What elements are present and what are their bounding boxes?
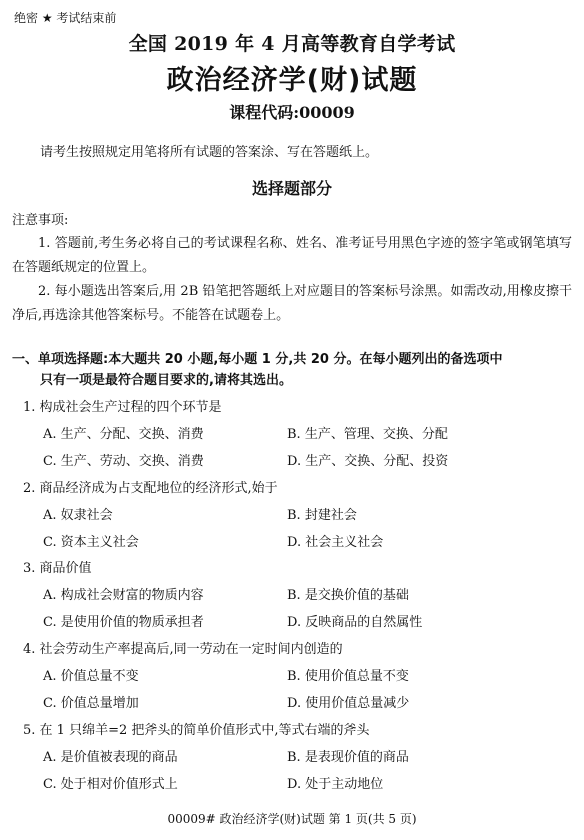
option-c: C. 是使用价值的物质承担者 (43, 615, 204, 630)
page-footer: 00009# 政治经济学(财)试题 第 1 页(共 5 页) (167, 812, 417, 826)
option-a: A. 是价值被表现的商品 (43, 750, 178, 765)
section-heading-line1: 一、单项选择题:本大题共 20 小题,每小题 1 分,共 20 分。在每小题列出的备选项中 (12, 352, 503, 367)
option-a: A. 奴隶社会 (43, 508, 113, 523)
course-code: 课程代码:00009 (229, 103, 355, 122)
section-heading (12, 349, 572, 391)
section-heading-line2: 只有一项是最符合题目要求的,请将其选出。 (40, 373, 292, 388)
option-a: A. 价值总量不变 (43, 669, 139, 684)
option-b: B. 是表现价值的商品 (287, 750, 409, 765)
secret-mark: 绝密 ★ 考试结束前 (14, 11, 117, 25)
option-a: A. 构成社会财富的物质内容 (43, 588, 204, 603)
question-stem: 4. 社会劳动生产率提高后,同一劳动在一定时间内创造的 (23, 642, 343, 657)
question-stem: 1. 构成社会生产过程的四个环节是 (23, 400, 222, 415)
question-stem: 5. 在 1 只绵羊=2 把斧头的简单价值形式中,等式右端的斧头 (23, 723, 370, 738)
notice-heading: 注意事项: (12, 213, 69, 228)
answer-instruction: 请考生按照规定用笔将所有试题的答案涂、写在答题纸上。 (40, 145, 379, 160)
option-d: D. 反映商品的自然属性 (287, 615, 423, 630)
option-c: C. 处于相对价值形式上 (43, 777, 178, 792)
notice-item: 1. 答题前,考生务必将自己的考试课程名称、姓名、准考证号用黑色字迹的签字笔或钢笔填写在答题纸规定的位置上。 (12, 236, 572, 275)
option-c: C. 资本主义社会 (43, 535, 139, 550)
option-d: D. 社会主义社会 (287, 535, 384, 550)
option-b: B. 是交换价值的基础 (287, 588, 409, 603)
option-d: D. 生产、交换、分配、投资 (287, 454, 449, 469)
option-b: B. 封建社会 (287, 508, 357, 523)
option-d: D. 处于主动地位 (287, 777, 384, 792)
paper-title: 政治经济学(财)试题 (166, 65, 418, 96)
question-stem: 2. 商品经济成为占支配地位的经济形式,始于 (23, 481, 278, 496)
option-c: C. 价值总量增加 (43, 696, 139, 711)
option-c: C. 生产、劳动、交换、消费 (43, 454, 204, 469)
question-stem: 3. 商品价值 (23, 561, 92, 576)
option-b: B. 生产、管理、交换、分配 (287, 427, 448, 442)
notice-item: 2. 每小题选出答案后,用 2B 铅笔把答题纸上对应题目的答案标号涂黑。如需改动,用橡皮擦干净后,再选涂其他答案标号。不能答在试题卷上。 (12, 284, 572, 323)
option-d: D. 使用价值总量减少 (287, 696, 410, 711)
option-a: A. 生产、分配、交换、消费 (43, 427, 204, 442)
exam-title: 全国 2019 年 4 月高等教育自学考试 (128, 33, 456, 55)
section-part-title: 选择题部分 (251, 179, 332, 198)
option-b: B. 使用价值总量不变 (287, 669, 409, 684)
